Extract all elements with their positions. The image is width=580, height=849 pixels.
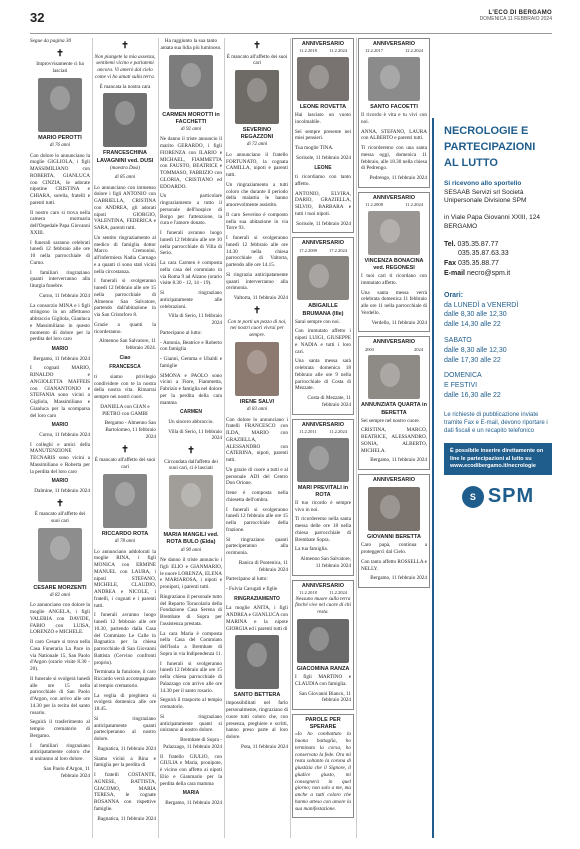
notice-signature: DANIELA con GIAN e PIETRO con GAMBI — [100, 403, 150, 417]
ad-note: Le richieste di pubblicazione inviate tramite Fax e E-mail, devono riportare i dati fiscali e un recapito telefonico — [444, 411, 548, 434]
ad-title: NECROLOGIE E PARTECIPAZIONI AL LUTTO — [444, 125, 536, 169]
notice-intro: È mancata la nostra cara — [99, 83, 151, 90]
anniversary-box — [358, 38, 430, 188]
cross-icon: ✝ — [121, 443, 129, 454]
notice-text: Partecipano al lutto: — [160, 329, 202, 336]
cross-icon: ✝ — [121, 40, 129, 50]
notice-place: Pedrengo, 11 febbraio 2024 — [369, 175, 427, 182]
anniversary-date: 12.2.2017 — [365, 48, 383, 54]
hours-line: E FESTIVI — [444, 382, 478, 390]
signoff-name: CARMEN — [180, 409, 202, 416]
portrait-photo — [235, 635, 279, 689]
phone-number[interactable]: 035.35.87.63.33 — [458, 250, 509, 258]
notice-text: Lo annunciano con dolore la moglie ANGELA, i figli VALERIA con DAVIDE, FABIO con LUISA, LORENZO e MICHELE. — [30, 602, 90, 636]
notice-place: Bagnatica, 11 febbraio 2024 — [97, 815, 156, 822]
deceased-name: RICCARDO ROTA — [101, 530, 149, 537]
notice-text: Un grazie di cuore a tutti e al personale ADI del Centro Don Orione. — [226, 466, 288, 487]
ad-office-heading: Si ricevono allo sportello — [444, 179, 522, 187]
anniversary-title: ANNIVERSARIO — [301, 240, 345, 247]
anniversary-box — [292, 419, 354, 576]
portrait-photo — [368, 355, 420, 399]
portrait-photo — [235, 342, 279, 396]
notice-text: I funerali si svolgeranno lunedì 12 febbraio alle ore 14.30 nella chiesa parrocchiale di Valtorta, partendo alle ore 14.15. — [226, 235, 288, 269]
email-link[interactable]: necro@spm.it — [466, 270, 511, 278]
notice-text: Seguirà il trasferimento al tempio crematorio di Bergamo. — [30, 719, 90, 739]
anniversary-date: 2003 — [365, 346, 374, 352]
notice-text: I familiari ringraziano anticipatamente coloro che si uniranno al loro dolore. — [30, 742, 90, 763]
anniversary-date: 17.2.2024 — [329, 247, 347, 253]
anniversary-dates — [295, 429, 351, 435]
notice-place: Villa di Serio, 11 febbraio 2024 — [168, 313, 222, 327]
notice-text: I cognati MARIO, RINALDO e ANGIOLETTA MAFFEIS con GIANANTONIO e STEFANIA sono vicini a Gigliola, Massimiliano e Gianluca per la scomparsa del loro caro — [30, 365, 90, 419]
hours-line: SABATO — [444, 337, 472, 345]
notice-text: Lo annunciano addolorati la moglie RINA, i figli MONICA con ERMINE MANUEL con LAURA, i nipoti STEFANO, MICHELE, CLAUDIO, ANDREA e NICOLE, i fratelli, i cognati e i parenti tutti. — [94, 548, 156, 609]
notice-intro: Circondata dall'affetto dei suoi cari, ci è lasciati — [164, 458, 218, 472]
notice-text: impossibilitati nel farlo personalmente, ringraziano di cuore tutti coloro che, con presenza, preghiere e scritti, hanno preso parte al loro dolore. — [226, 700, 288, 741]
portrait-photo — [297, 619, 349, 663]
portrait-photo — [368, 211, 420, 255]
signoff-name: MARIO — [51, 422, 69, 429]
obituary-service-ad — [432, 118, 560, 838]
anniversary-box — [292, 38, 354, 233]
anniversary-date: 11.2.2024 — [329, 428, 347, 434]
anniversary-date: 12.2.2024 — [405, 48, 423, 54]
hours-line: dalle 8,30 alle 12,30 — [444, 311, 507, 319]
signoff-name: FRANCESCA — [109, 364, 141, 371]
anniversary-date: 11.2.2024 — [329, 589, 347, 595]
notice-text: «Io ho combattuto la buona battaglia, ho terminato la corsa, ho conservato la fede. Ora mi resta soltanto la corona di giustizia che il Signore, il giudice giusto, mi consegnerà in quel giorno; non solo a me, ma anche a tutti coloro che hanno atteso con amore la sua manifestazione. — [295, 731, 351, 812]
deceased-age: di 83 anni — [246, 407, 268, 413]
column-divider — [224, 38, 225, 838]
deceased-name: CARMEN MOROTTI in FACCHETTI — [162, 111, 220, 125]
notice-intro: Ha raggiunto la sua tanto amata sua lidia più luminoso. — [160, 38, 222, 51]
portrait-photo — [103, 93, 147, 147]
deceased-name: LEONE ROVETTA — [299, 103, 347, 110]
notice-place: Bergamo, 11 febbraio 2024 — [33, 355, 90, 362]
deceased-name: MARIO PEROTTI — [38, 134, 82, 141]
column-3 — [160, 38, 222, 810]
notice-text: Lo annunciano con immenso dolore i figli ANTONIO con GABRIELLA, CRISTINA con ANDREA, gli adorati nipoti GIORGIO, VALENTINA, FEDERICA e SARA, parenti tutti. — [94, 184, 156, 232]
portrait-photo — [297, 256, 349, 300]
notice-text: Con tanto affetto ROSSELLA e NELLY. — [361, 558, 427, 572]
cross-icon: ✝ — [253, 304, 261, 315]
notice-text: Con dolore lo annunciano la moglie GIGLIOLA, i figli MASSIMILIANO con ROBERTA, GIANLUCA con CINZIA, le adorate nipotine CRISTINA e CHIARA, sorella, fratelli e parenti tutti. — [30, 152, 90, 206]
notice-place: Ranica di Pontenica, 11 febbraio 2024 — [238, 559, 288, 573]
notice-text: Partecipano al lutto: — [226, 576, 268, 583]
fax-label: Fax — [444, 260, 457, 268]
hours-line: da LUNEDÌ a VENERDÌ — [444, 301, 519, 309]
notice-text: ti ricordiamo con tanto affetto. — [295, 174, 351, 187]
notice-text: La tua famiglia. — [295, 546, 328, 553]
continued-note: Segue da pagina 30 — [30, 38, 72, 44]
section-title: RINGRAZIAMENTO — [234, 595, 280, 602]
column-5 — [292, 38, 354, 822]
notice-intro: Improvvisamente ci ha lasciati — [36, 61, 84, 75]
deceased-age: di 90 anni — [180, 547, 202, 553]
deceased-age: di 82 anni — [49, 592, 71, 598]
notice-place: Almenno San Salvatore, 11 febbraio 2024 — [300, 556, 351, 569]
deceased-age: di 78 anni — [114, 539, 136, 545]
notice-text: Siamo vicini a Rina e famiglia per la perdita di — [94, 755, 156, 769]
notice-text: Un sincero abbraccio. — [168, 418, 214, 425]
notice-text: Il tuo ricordo è sempre vivo in noi. — [295, 499, 351, 513]
ad-contacts — [444, 240, 552, 279]
notice-place: Bagnatica, 11 febbraio 2024 — [97, 745, 156, 752]
anniversary-title: ANNIVERSARIO — [301, 41, 345, 47]
notice-text: - Fulvia Carugati e figlie — [226, 586, 278, 593]
anniversary-title: ANNIVERSARIO — [372, 339, 416, 346]
signoff-name: MARIA — [182, 790, 200, 797]
notice-text: Ringraziano il personale tutto del Reparto Toracolaria della Fondazione Casa Serena di Brembate di Sopra per l'assistenza prestata. — [160, 593, 222, 627]
logo-mark-icon: S — [462, 486, 484, 508]
notice-text: Il nostro caro si trova nella camera mortuaria dell'Ospedale Papa Giovanni XXIII. — [30, 209, 90, 236]
notice-text: La cara Carmen è composta nella casa del commiato in via Roma 9 ad Alzano (orario visite 8.30 - 12, 14 - 19). — [160, 260, 222, 287]
notice-text: Il fratello GIULIO, con GIULIA e Maria, pronipote, è vicino con affetto ai nipoti Elio e Gianmario per la perdita della cara mamma — [160, 753, 222, 787]
column-divider — [290, 38, 291, 838]
hours-title: Orari: — [444, 291, 464, 299]
notice-text: Sei sempre presente nei miei pensieri. — [295, 128, 351, 142]
notice-text: Ne danno il triste annuncio il marito GERARDO, i figli FIORENZA con ILARIO e MICHAEL, FIAMMETTA con FAUSTO, BEATRICE e TOMMASO, FABRIZIO con GLORIA, CRISTIANO ed EDOARDO. — [160, 136, 222, 190]
notice-text: Hai lasciato un vuoto incolmabile. — [295, 112, 351, 125]
notice-place: Sorisole, 11 febbraio 2024 — [296, 154, 351, 161]
cross-icon: ✝ — [187, 445, 195, 456]
anniversary-box — [292, 580, 354, 710]
deceased-nickname: (maestra Dusi) — [109, 165, 141, 171]
email-label: E-mail — [444, 270, 466, 278]
notice-text: Un ringraziamento a tutti coloro che durante il periodo della malattia le hanno amorevolmente assistito. — [226, 181, 288, 209]
notice-text: Si ringrazia anticipatamente quanti interverranno alla cerimonia. — [226, 271, 288, 292]
notice-text: I funerali avranno luogo lunedì 12 febbraio alle ore 10.30, partendo dalla Casa del Commiato Le Calle in Bagnatica per la chiesa parrocchiale di San Giovanni Battista (Cervino confronti proprio). — [94, 612, 156, 666]
notice-text: Un particolare ringraziamento a tutto il personale dell'hospice di Borgo per l'attenzione, la cura e l'amore donato. — [160, 193, 222, 227]
anniversary-box — [292, 237, 354, 414]
notice-place: Costa di Mezzate, 11 febbraio 2024 — [307, 395, 351, 408]
deceased-name: IRENE SALVI — [239, 398, 275, 405]
column-6 — [358, 38, 430, 592]
memorial-quote: Non piangete la mia assenza, sentitemi vicino e parlatemi ancora. Vi amerò dal cielo come vi ho amati sulla terra. — [94, 53, 156, 80]
memorial-quote: Con te porti un pezzo di noi, nei nostri cuori vivrai per sempre. — [227, 318, 287, 339]
anniversary-date: 11.2.2024 — [329, 48, 347, 54]
portrait-photo — [169, 55, 213, 109]
notice-text: I funerali saranno celebrati lunedì 12 febbraio alle ore 10 nella parrocchiale di Curno. — [30, 239, 90, 266]
signoff-name: MARIO — [51, 478, 69, 485]
notice-text: ANNA, STEFANO, LAURA con ALBERTO e parenti tutti. — [361, 128, 427, 142]
publication-date: DOMENICA 11 FEBBRAIO 2024 — [479, 16, 552, 22]
notice-place: Pota, 11 febbraio 2024 — [240, 743, 288, 750]
notice-text: I familiari ringraziano quanti interverranno alla liturgia funebre. — [30, 269, 90, 290]
notice-text: Terminata la funzione, il caro Riccardo verrà accompagnato al tempio crematorio. — [94, 669, 156, 689]
notice-text: Ne danno il triste annuncio i figli ELIO e GIANMARIO, le nuore LORENZA, ELENA e MARIAROSA, i nipoti e pronipoti, i parenti tutti. — [160, 557, 222, 590]
anniversary-dates — [295, 248, 351, 254]
column-divider — [356, 38, 357, 838]
anniversary-date: 11.2.2008 — [365, 202, 383, 208]
notice-text: I funerali si svolgeranno lunedì 12 febbraio alle ore 15 nella chiesa parrocchiale di Palazzago con arrivo alle ore 14.30 per il santo rosario. — [160, 660, 222, 694]
notice-place: Villa di Serio, 11 febbraio 2024 — [168, 428, 222, 442]
notice-text: I funerali si svolgeranno lunedì 12 febbraio alle ore 15 nella parrocchiale di Almenno San Salvatore, partendo dall'abitazione in via San Cristoforo 8. — [94, 278, 156, 319]
section-title: PAROLE PER SPERARE — [305, 717, 341, 731]
notice-text: Grazie a quanti la ricorderanno. — [94, 321, 156, 335]
anniversary-title: ANNIVERSARIO — [372, 477, 416, 484]
notice-text: Si ringraziano anticipatamente quanti si uniranno al nostro dolore. — [160, 713, 222, 734]
deceased-name: SEVERINO REGAZZONI — [240, 127, 274, 141]
hours-line: dalle 14,30 alle 22 — [444, 321, 501, 329]
notice-text: Si ringraziano anticipatamente quanti parteciperanno al nostro dolore. — [94, 715, 156, 743]
signoff-name: MARIO — [51, 346, 69, 353]
publication-name: L'ECO DI BERGAMO — [488, 10, 552, 16]
deceased-age: di 76 anni — [49, 143, 71, 149]
memorial-quote: Nessuno muore sulla terra finché vive nel cuore di chi resta. — [295, 595, 351, 616]
deceased-name: FRANCESCHINA LAVAGNINI ved. DUSI — [96, 150, 154, 164]
cross-icon: ✝ — [56, 47, 64, 58]
anniversary-date: 11.2.2018 — [299, 589, 317, 595]
deceased-name: SANTO FACOETTI — [370, 103, 418, 110]
notice-intro: È mancato all'affetto dei suoi cari — [34, 511, 86, 525]
anniversary-title: ANNIVERSARIO — [301, 421, 345, 428]
page-header — [30, 8, 552, 34]
deceased-age: di 92 anni — [180, 126, 202, 132]
notice-text: - Antonia, Beatrice e Roberto con famiglia — [160, 339, 222, 353]
hours-line: dalle 16,30 alle 22 — [444, 392, 501, 399]
logo-text: SPM — [487, 485, 535, 508]
notice-text: CRISTINA, MARCO, BEATRICE, ALESSANDRO, SONIA, ALBERTO, MICHELA. — [361, 427, 427, 454]
anniversary-dates — [295, 48, 351, 54]
notice-text: I colleghi e amici della MANUTENZIONE TECNARIS sono vicini a Massimiliano e Roberta per la perdita del loro caro — [30, 441, 90, 475]
deceased-age: di 72 anni — [246, 142, 268, 148]
anniversary-box — [358, 192, 430, 333]
notice-text: Sarai sempre con noi. — [295, 318, 340, 325]
notice-text: Irene è composta nella chiesetta dell'ombra. — [226, 490, 288, 503]
notice-text: Ti ricorderemo nella santa messa delle ore 18 nella chiesa parrocchiale di Brembate Sopra. — [295, 516, 351, 543]
portrait-photo — [297, 57, 349, 101]
notice-text: Una santa messa verrà celebrata domenica 11 febbraio alle ore 11 nella parrocchiale di Verdello. — [361, 289, 427, 316]
notice-text: Una santa messa sarà celebrata domenica 18 febbraio alle ore 9 nella parrocchiale di Costa di Mezzate. — [295, 358, 351, 392]
notice-text: Tua moglie TINA. — [295, 145, 334, 152]
notice-text: Ti ricorderemo con una santa messa oggi, domenica 11 febbraio, alle 18.30 nella chiesa di Pedrengo. — [361, 145, 427, 172]
anniversary-title: ANNIVERSARIO — [372, 41, 416, 47]
signoff-name: LEONE — [314, 164, 332, 171]
notice-intro: È mancato all'affetto dei suoi cari — [94, 457, 156, 471]
portrait-photo — [368, 487, 420, 531]
deceased-name: CESARE MORZENTI — [33, 584, 87, 591]
column-divider — [158, 38, 159, 838]
deceased-name: MARI PREVITALI in ROTA — [297, 484, 349, 498]
notice-text: Con dolore lo annunciano i fratelli FRANCESCO con ILDA, MARIO con GRAZIELLA, ALESSANDRO con CATERINA, nipoti, parenti tutti. — [226, 416, 288, 464]
phone-label: Tel. — [444, 240, 456, 248]
portrait-photo — [368, 57, 420, 101]
notice-text: Il ricordo è vita e tu vivi con noi. — [361, 112, 427, 125]
notice-text: La cara Maria è composta nella Casa del Commiato dell'Isola a Brembate di Sopra in via Indipendenza 11. — [160, 630, 222, 657]
notice-text: Il caro Cesare si trova nella Casa Funeraria La Pace in via Nationale 15, San Paolo d'Argon (orario visite 8.30 - 20). — [30, 639, 90, 673]
portrait-photo — [235, 70, 279, 124]
notice-place: Brembate di Sopra - Palazzago, 11 febbraio 2024 — [163, 737, 222, 750]
notice-place: Verdello, 11 febbraio 2024 — [371, 319, 427, 326]
notice-text: Lo annunciano il fratello FORTUNATO, la cognata CAMILLA, nipoti e parenti tutti. — [226, 151, 288, 179]
hours-line: dalle 8,30 alle 12,30 — [444, 346, 507, 354]
anniversary-title: ANNIVERSARIO — [372, 194, 416, 201]
anniversary-box — [358, 336, 430, 470]
notice-text: Caro papà, continua a proteggerci dal Cielo. — [361, 542, 427, 556]
publication-info — [480, 10, 552, 22]
notice-text: I fratelli COSTANTE, AGNESE, BATTISTA, GIACOMO, MARIA TERESA, le cognate ROSANNA con rispettive famiglie. — [94, 772, 156, 812]
hope-words-box — [292, 714, 354, 818]
spm-logo — [444, 485, 552, 508]
notice-text: Seguirà il trasporto al tempio crematorio. — [160, 697, 222, 710]
notice-text: Si ringraziano quanti parteciperanno alla cerimonia. — [226, 536, 288, 557]
notice-text: Il caro Severino è composto nella sua abitazione in via Torre 93. — [226, 211, 288, 232]
hours-line: dalle 17,30 alle 22 — [444, 356, 501, 364]
deceased-name: VINCENZA BONACINA ved. REGONESI — [364, 257, 424, 271]
anniversary-date: 11.2.2018 — [299, 48, 317, 54]
notice-text: Sei sempre nel nostro cuore. — [361, 417, 420, 424]
deceased-name: MARIA MANGILI ved. ROTA BULO (Elda) — [163, 532, 219, 546]
notice-text: SIMONA e PAOLO sono vicini a Fiore, Fiammetta, Fabrizio e famiglia nel dolore per la perdita della cara mamma — [160, 372, 222, 406]
notice-place: Bergamo, 11 febbraio 2024 — [165, 799, 222, 806]
notice-text: Il funerale si svolgerà lunedì alle ore 15 nella parrocchiale di San Paolo d'Argon, con arrivo alle ore 14.30 per la recita del santo rosario. — [30, 675, 90, 716]
deceased-name: ABIGAILLE BRUMANA (Ille) — [302, 303, 344, 317]
notice-place: Curno, 11 febbraio 2024 — [39, 431, 90, 438]
anniversary-date: 11.2.2024 — [405, 202, 423, 208]
portrait-photo — [169, 475, 213, 529]
anniversary-date: 2024 — [414, 346, 423, 352]
anniversary-box — [358, 474, 430, 588]
notice-text: Con immutato affetto i nipoti LUIGI, GIUSEPPE e NADIA e tutti i loro cari. — [295, 328, 351, 355]
cross-icon: ✝ — [56, 497, 64, 508]
notice-text: La veglia di preghiera si svolgerà domenica alle ore 18.45. — [94, 692, 156, 713]
column-4 — [226, 38, 288, 754]
notice-place: San Giovanni Bianco, 11 febbraio 2024 — [299, 690, 351, 704]
notice-intro: È mancato all'affetto dei suoi cari — [226, 53, 288, 67]
notice-place: Sorisole, 11 febbraio 2024 — [296, 220, 351, 227]
anniversary-title: ANNIVERSARIO — [301, 582, 345, 589]
deceased-name: ANNUNZIATA QUARTA in BERETTA — [361, 402, 427, 416]
deceased-name: SANTO BETTERA — [233, 692, 281, 699]
anniversary-dates — [361, 48, 427, 54]
anniversary-dates — [361, 202, 427, 208]
notice-place: Curno, 11 febbraio 2024 — [39, 292, 90, 299]
ad-web-link[interactable]: È possibile inserire direttamente on line le partecipazioni al lutto su www.ecodibergamo.it/necrologie — [444, 443, 552, 475]
notice-text: I tuoi cari ti ricordano con immutato affetto. — [361, 273, 427, 286]
column-divider — [92, 38, 93, 838]
anniversary-dates — [361, 347, 427, 353]
page-number: 32 — [30, 10, 45, 25]
notice-text: ANTONIO, ELVIRA, DARIO, GRAZIELLA, SILVIO, BARBARA e tutti i tuoi nipoti. — [295, 190, 351, 217]
notice-place: Valtorta, 11 febbraio 2024 — [233, 295, 288, 302]
signoff-name: Ciao — [119, 354, 131, 361]
ad-office-info — [444, 180, 552, 206]
anniversary-date: 11.2.2011 — [299, 428, 317, 434]
column-2 — [94, 38, 156, 825]
deceased-name: GIACOMINA RANZA — [296, 665, 350, 672]
portrait-photo — [38, 78, 82, 132]
notice-text: I funerali si svolgeranno lunedì 12 febbraio alle ore 15 nella parrocchiale della frazione. — [226, 506, 288, 533]
deceased-name: GIOVANNI BERETTA — [367, 534, 421, 541]
cross-icon: ✝ — [253, 40, 261, 50]
notice-text: Un sentito ringraziamento al medico di famiglia dottor Marco Cremonini, all'infermiera Nadia Curnago e a quanti ci sono stati vicini nella circostanza. — [94, 234, 156, 275]
notice-place: San Paolo d'Argon, 11 febbraio 2024 — [43, 765, 90, 779]
notice-text: La consorzio MINA e i figli stringono in un affettuoso abbraccio Gigliola, Gianluca e Massimiliano in questo momento di dolore per la perdita del loro caro — [30, 302, 90, 343]
opening-hours — [444, 291, 552, 401]
hours-line: DOMENICA — [444, 372, 482, 380]
notice-text: La moglie ANITA, i figli ANDREA e GIANLUCA con MARINA e la nipote GIORGIA ed i parenti tutti di — [226, 605, 288, 632]
notice-place: Bergamo, 11 febbraio 2024 — [370, 575, 427, 582]
portrait-photo — [297, 438, 349, 482]
deceased-age: di 85 anni — [114, 175, 136, 181]
ad-office-name: SESAAB Servizi srl Società Unipersonale Divisione SPM — [444, 188, 527, 205]
fax-number[interactable]: 035.35.88.77 — [458, 260, 499, 268]
column-1 — [30, 38, 90, 782]
ad-address: in Viale Papa Giovanni XXIII, 124 BERGAMO — [444, 214, 540, 230]
notice-text: - Gianni, Gemma e Ubaldi e famiglie — [160, 356, 222, 369]
anniversary-date: 17.2.2009 — [299, 247, 317, 253]
portrait-photo — [103, 474, 147, 528]
notice-place: Dalmine, 11 febbraio 2024 — [34, 487, 90, 494]
notice-text: Si ringraziano anticipatamente alle celebrazioni. — [160, 290, 222, 310]
notice-place: Almenno San Salvatore, 11 febbraio 2024. — [99, 338, 156, 352]
notice-text: ti siamo privilegio condividere con te la nostra della nostra vita. Rimarrai sempre nei nostri cuori. — [94, 373, 156, 401]
portrait-photo — [38, 528, 82, 582]
notice-text: I figli MARTINO e CLAUDIA con famiglia. — [295, 674, 351, 687]
notice-place: Bergamo, 11 febbraio 2024 — [370, 457, 427, 464]
notice-place: Bergamo - Almenno San Bartolomeo, 11 febbraio 2024 — [104, 420, 156, 440]
phone-number[interactable]: 035.35.87.77 — [457, 240, 499, 248]
notice-text: I funerali avranno luogo lunedì 12 febbraio alle ore 10 nella parrocchiale di Villa di Serio. — [160, 230, 222, 257]
